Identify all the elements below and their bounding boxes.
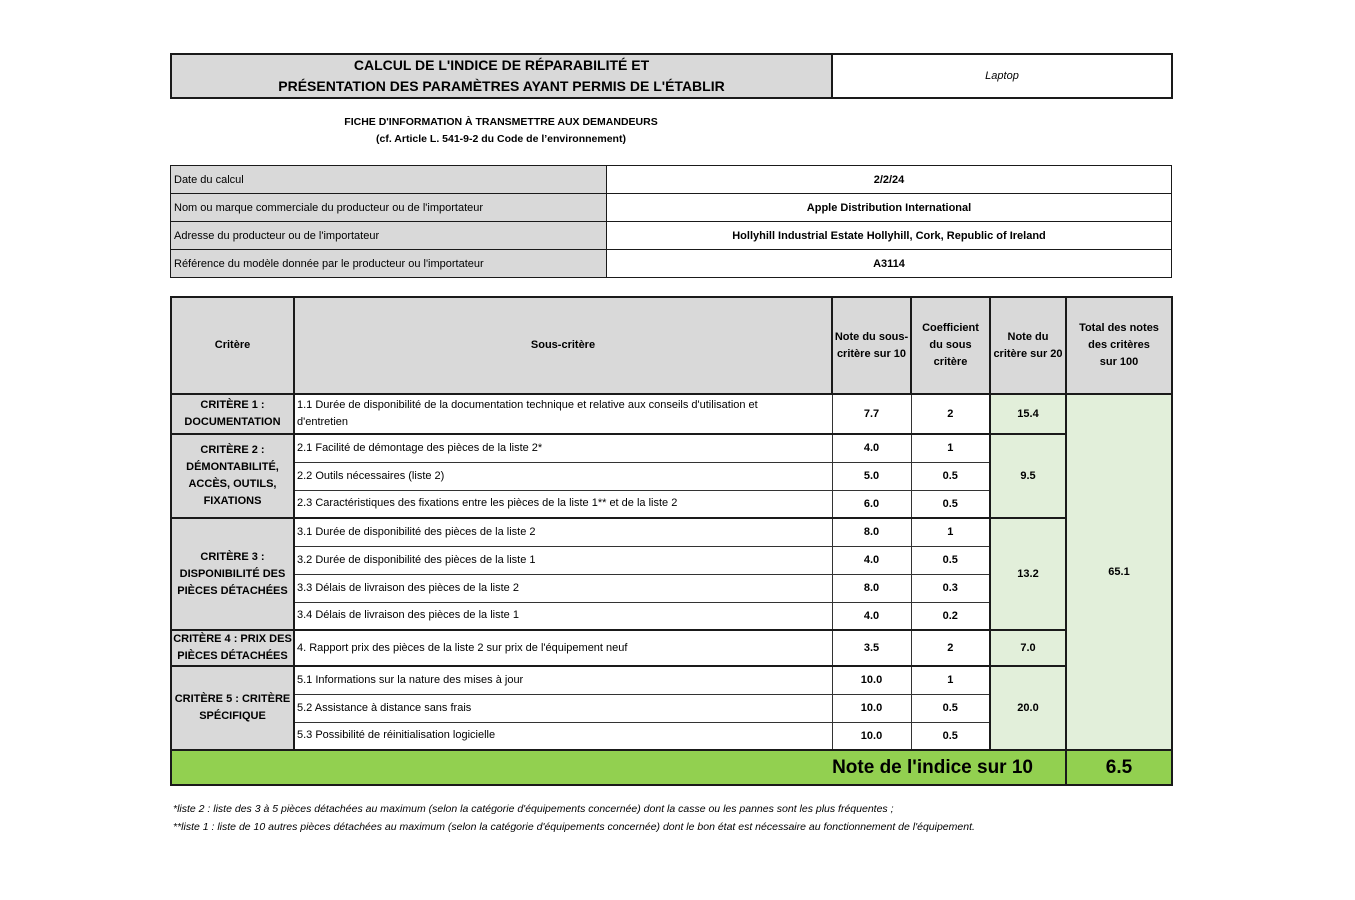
- critere-name-line: PIÈCES DÉTACHÉES: [177, 650, 288, 662]
- critere-name: [171, 518, 294, 630]
- info-value: A3114: [607, 250, 1172, 278]
- criteria-table: [170, 296, 1173, 786]
- table-header-row: [171, 297, 1172, 394]
- info-row: [171, 250, 1172, 278]
- sous-critere-line: 2.3 Caractéristiques des fixations entre les pièces de la liste 1** et de la liste 2: [297, 497, 678, 510]
- info-row: [171, 222, 1172, 250]
- note-critere: 7.0: [990, 630, 1066, 666]
- critere-name-line: DOCUMENTATION: [184, 416, 281, 428]
- final-score-label: Note de l'indice sur 10: [171, 750, 1066, 785]
- sous-critere-line: 5.3 Possibilité de réinitialisation logicielle: [297, 729, 496, 742]
- note-sous-critere: 10.0: [832, 722, 911, 750]
- note-critere: 13.2: [990, 518, 1066, 630]
- note-critere: 15.4: [990, 394, 1066, 434]
- product-category: Laptop: [832, 54, 1172, 98]
- table-row: [171, 434, 1172, 462]
- note-sous-critere: 7.7: [832, 394, 911, 434]
- sous-critere-label: [294, 722, 832, 750]
- header-line: Total des notes: [1079, 322, 1159, 334]
- header-line: critère: [933, 356, 968, 368]
- sous-critere-label: [294, 694, 832, 722]
- title-line-1: CALCUL DE L'INDICE DE RÉPARABILITÉ ET: [353, 57, 650, 73]
- critere-name: [171, 394, 294, 434]
- critere-name-line: CRITÈRE 5 : CRITÈRE: [174, 693, 291, 705]
- final-score-value: 6.5: [1066, 750, 1172, 785]
- critere-name: [171, 666, 294, 750]
- sous-critere-label: [294, 462, 832, 490]
- sous-critere-line: 3.2 Durée de disponibilité des pièces de la liste 1: [297, 553, 536, 566]
- critere-name-line: CRITÈRE 3 :: [200, 550, 265, 563]
- note-sous-critere: 4.0: [832, 602, 911, 630]
- info-table: [170, 165, 1172, 278]
- info-value: Hollyhill Industrial Estate Hollyhill, Cork, Republic of Ireland: [607, 222, 1172, 250]
- sous-critere-label: [294, 602, 832, 630]
- table-row: [171, 666, 1172, 694]
- header-line: sur 100: [1099, 356, 1139, 368]
- table-row: [171, 518, 1172, 546]
- subtitle: [170, 114, 832, 148]
- coefficient: 0.3: [911, 574, 990, 602]
- critere-name-line: PIÈCES DÉTACHÉES: [177, 584, 288, 597]
- header-line: Coefficient: [922, 322, 979, 334]
- header-note-critere: [990, 297, 1066, 394]
- critere-name: [171, 630, 294, 666]
- sous-critere-label: [294, 434, 832, 462]
- header-sous-critere: Sous-critère: [294, 297, 832, 394]
- note-sous-critere: 10.0: [832, 694, 911, 722]
- header-line: du sous: [929, 339, 972, 351]
- header-line: des critères: [1088, 339, 1150, 351]
- critere-name-line: DÉMONTABILITÉ,: [186, 461, 279, 473]
- note-sous-critere: 5.0: [832, 462, 911, 490]
- sous-critere-line: 4. Rapport prix des pièces de la liste 2 sur prix de l'équipement neuf: [297, 641, 628, 654]
- coefficient: 1: [911, 434, 990, 462]
- info-label: Date du calcul: [171, 166, 607, 194]
- header-coefficient: [911, 297, 990, 394]
- critere-name-line: CRITÈRE 4 : PRIX DES: [173, 633, 292, 645]
- footnote-liste-2: *liste 2 : liste des 3 à 5 pièces détachées au maximum (selon la catégorie d'équipements concernée) dont la casse ou les pannes sont les plus fréquentes ;: [173, 803, 894, 815]
- note-sous-critere: 8.0: [832, 574, 911, 602]
- total-notes: 65.1: [1066, 394, 1172, 750]
- sous-critere-line: 1.1 Durée de disponibilité de la documentation technique et relative aux conseils d'utilisation et: [297, 399, 758, 411]
- info-label: Adresse du producteur ou de l'importateur: [171, 222, 607, 250]
- coefficient: 2: [911, 394, 990, 434]
- title-line-2: PRÉSENTATION DES PARAMÈTRES AYANT PERMIS DE L'ÉTABLIR: [278, 78, 725, 94]
- critere-name: [171, 434, 294, 518]
- sous-critere-line: d'entretien: [297, 416, 349, 428]
- header-table: [170, 53, 1173, 99]
- final-score-row: [171, 750, 1172, 785]
- sous-critere-label: [294, 394, 832, 434]
- coefficient: 0.5: [911, 546, 990, 574]
- sous-critere-line: 2.1 Facilité de démontage des pièces de la liste 2*: [297, 441, 543, 454]
- sous-critere-label: [294, 490, 832, 518]
- info-row: [171, 194, 1172, 222]
- critere-name-line: SPÉCIFIQUE: [199, 710, 266, 722]
- sous-critere-line: 5.2 Assistance à distance sans frais: [297, 701, 472, 714]
- header-total: [1066, 297, 1172, 394]
- critere-name-line: ACCÈS, OUTILS,: [188, 478, 277, 490]
- header-line: Note du sous-: [834, 330, 909, 343]
- sous-critere-label: [294, 666, 832, 694]
- critere-name-line: FIXATIONS: [203, 495, 262, 507]
- coefficient: 1: [911, 518, 990, 546]
- sous-critere-label: [294, 630, 832, 666]
- sous-critere-line: 3.4 Délais de livraison des pièces de la liste 1: [297, 609, 519, 622]
- footnotes: [173, 800, 1173, 836]
- sous-critere-line: 5.1 Informations sur la nature des mises à jour: [297, 673, 524, 686]
- note-sous-critere: 4.0: [832, 546, 911, 574]
- coefficient: 1: [911, 666, 990, 694]
- coefficient: 0.5: [911, 490, 990, 518]
- note-critere: 20.0: [990, 666, 1066, 750]
- note-critere: 9.5: [990, 434, 1066, 518]
- info-label: Nom ou marque commerciale du producteur ou de l'importateur: [171, 194, 607, 222]
- sous-critere-line: 2.2 Outils nécessaires (liste 2): [297, 469, 445, 482]
- info-row: [171, 166, 1172, 194]
- header-critere: Critère: [171, 297, 294, 394]
- info-value: 2/2/24: [607, 166, 1172, 194]
- footnote-liste-1: **liste 1 : liste de 10 autres pièces détachées au maximum (selon la catégorie d'équipements concernée) dont le bon état est nécessaire au fonctionnement de l'équipement.: [173, 821, 975, 833]
- coefficient: 2: [911, 630, 990, 666]
- critere-name-line: CRITÈRE 2 :: [200, 444, 265, 456]
- sous-critere-label: [294, 574, 832, 602]
- header-line: critère sur 20: [993, 347, 1063, 360]
- sous-critere-line: 3.3 Délais de livraison des pièces de la liste 2: [297, 581, 519, 594]
- coefficient: 0.5: [911, 694, 990, 722]
- critere-name-line: DISPONIBILITÉ DES: [179, 567, 286, 580]
- header-note-sous-critere: [832, 297, 911, 394]
- info-label: Référence du modèle donnée par le producteur ou l'importateur: [171, 250, 607, 278]
- table-row: [171, 394, 1172, 434]
- note-sous-critere: 10.0: [832, 666, 911, 694]
- sous-critere-label: [294, 518, 832, 546]
- sous-critere-line: 3.1 Durée de disponibilité des pièces de la liste 2: [297, 525, 536, 538]
- subtitle-line-1: FICHE D'INFORMATION À TRANSMETTRE AUX DEMANDEURS: [344, 116, 658, 128]
- note-sous-critere: 6.0: [832, 490, 911, 518]
- critere-name-line: CRITÈRE 1 :: [200, 399, 265, 411]
- document-title: [171, 54, 832, 98]
- coefficient: 0.2: [911, 602, 990, 630]
- coefficient: 0.5: [911, 722, 990, 750]
- header-line: Note du: [1007, 330, 1049, 343]
- coefficient: 0.5: [911, 462, 990, 490]
- note-sous-critere: 3.5: [832, 630, 911, 666]
- header-line: critère sur 10: [836, 347, 907, 360]
- table-row: [171, 630, 1172, 666]
- sous-critere-label: [294, 546, 832, 574]
- note-sous-critere: 8.0: [832, 518, 911, 546]
- note-sous-critere: 4.0: [832, 434, 911, 462]
- info-value: Apple Distribution International: [607, 194, 1172, 222]
- subtitle-line-2: (cf. Article L. 541-9-2 du Code de l’environnement): [376, 133, 626, 145]
